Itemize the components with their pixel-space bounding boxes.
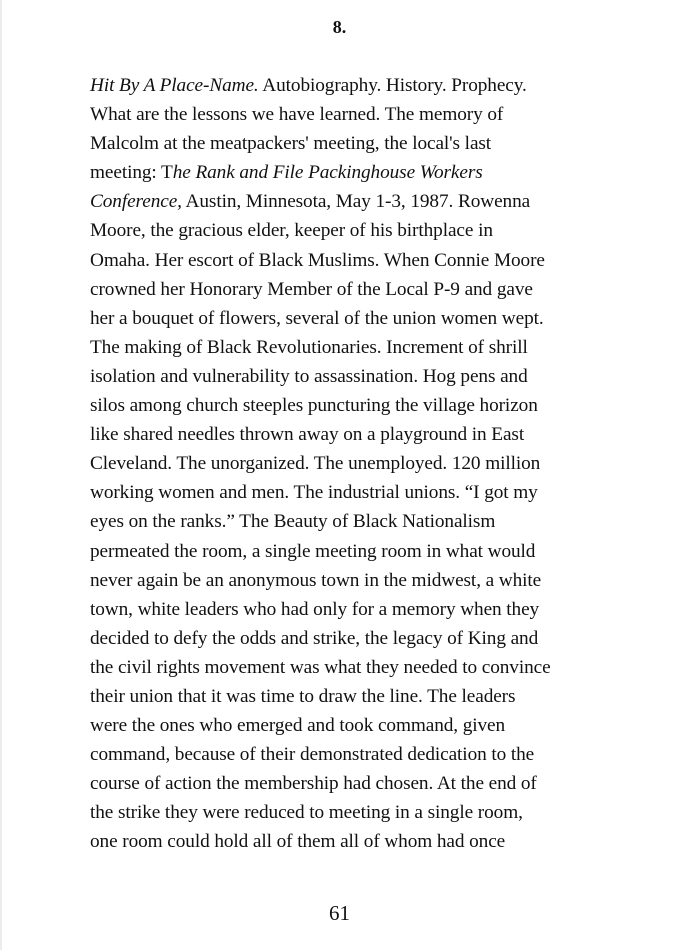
text-line: [90, 129, 600, 158]
text-line: [90, 769, 600, 798]
text-line: [90, 682, 600, 711]
text-line: [90, 304, 600, 333]
text-run: like shared needles thrown away on a playground in East: [90, 424, 525, 446]
text-line: [90, 362, 600, 391]
italic-text-run: Conference,: [90, 191, 182, 213]
text-run: eyes on the ranks.” The Beauty of Black Nationalism: [90, 511, 496, 533]
text-run: one room could hold all of them all of whom had once: [90, 831, 506, 853]
text-line: [90, 71, 600, 100]
text-run: the civil rights movement was what they needed to convince: [90, 656, 551, 678]
page-number: 61: [329, 901, 350, 925]
text-line: [90, 624, 600, 653]
text-run: decided to defy the odds and strike, the legacy of King and: [90, 627, 539, 649]
text-line: [90, 100, 600, 129]
body-paragraph: [90, 71, 600, 857]
text-line: [90, 216, 600, 245]
text-run: permeated the room, a single meeting room in what would: [90, 540, 536, 562]
text-line: [90, 566, 600, 595]
text-run: working women and men. The industrial unions. “I got my: [90, 482, 538, 504]
chapter-number: 8.: [332, 17, 347, 37]
text-line: [90, 595, 600, 624]
text-run: course of action the membership had chosen. At the end of: [90, 773, 537, 795]
text-line: [90, 537, 600, 566]
text-line: [90, 798, 600, 827]
text-line: [90, 507, 600, 536]
text-run: meeting: T: [90, 162, 173, 184]
text-run: Malcolm at the meatpackers' meeting, the local's last: [90, 133, 492, 155]
text-line: [90, 158, 600, 187]
text-run: Austin, Minnesota, May 1-3, 1987. Rowenna: [181, 191, 531, 213]
italic-text-run: Hit By A Place-Name.: [90, 75, 259, 96]
text-run: command, because of their demonstrated dedication to the: [90, 744, 535, 766]
text-line: [90, 711, 600, 740]
text-run: Cleveland. The unorganized. The unemployed. 120 million: [90, 453, 541, 475]
text-run: isolation and vulnerability to assassination. Hog pens and: [90, 365, 528, 387]
text-run: crowned her Honorary Member of the Local P-9 and gave: [90, 278, 533, 300]
text-run: her a bouquet of flowers, several of the union women wept.: [90, 307, 544, 329]
text-run: Autobiography. History. Prophecy.: [258, 75, 527, 96]
text-run: never again be an anonymous town in the midwest, a white: [90, 569, 542, 591]
text-run: silos among church steeples puncturing the village horizon: [90, 395, 538, 417]
text-line: [90, 740, 600, 769]
text-line: [90, 478, 600, 507]
text-run: The making of Black Revolutionaries. Increment of shrill: [90, 336, 528, 358]
text-run: town, white leaders who had only for a memory when they: [90, 598, 540, 620]
text-line: [90, 653, 600, 682]
text-line: [90, 275, 600, 304]
text-line: [90, 187, 600, 216]
text-run: Moore, the gracious elder, keeper of his birthplace in: [90, 220, 493, 242]
text-run: the strike they were reduced to meeting in a single room,: [90, 802, 523, 824]
text-run: were the ones who emerged and took command, given: [90, 715, 506, 737]
text-line: [90, 246, 600, 275]
text-run: What are the lessons we have learned. The memory of: [90, 104, 504, 126]
text-run: their union that it was time to draw the line. The leaders: [90, 685, 516, 707]
text-line: [90, 449, 600, 478]
text-run: Omaha. Her escort of Black Muslims. When Connie Moore: [90, 249, 545, 271]
text-line: [90, 827, 600, 856]
text-line: [90, 333, 600, 362]
text-line: [90, 420, 600, 449]
text-line: [90, 391, 600, 420]
italic-text-run: he Rank and File Packinghouse Workers: [172, 162, 483, 184]
